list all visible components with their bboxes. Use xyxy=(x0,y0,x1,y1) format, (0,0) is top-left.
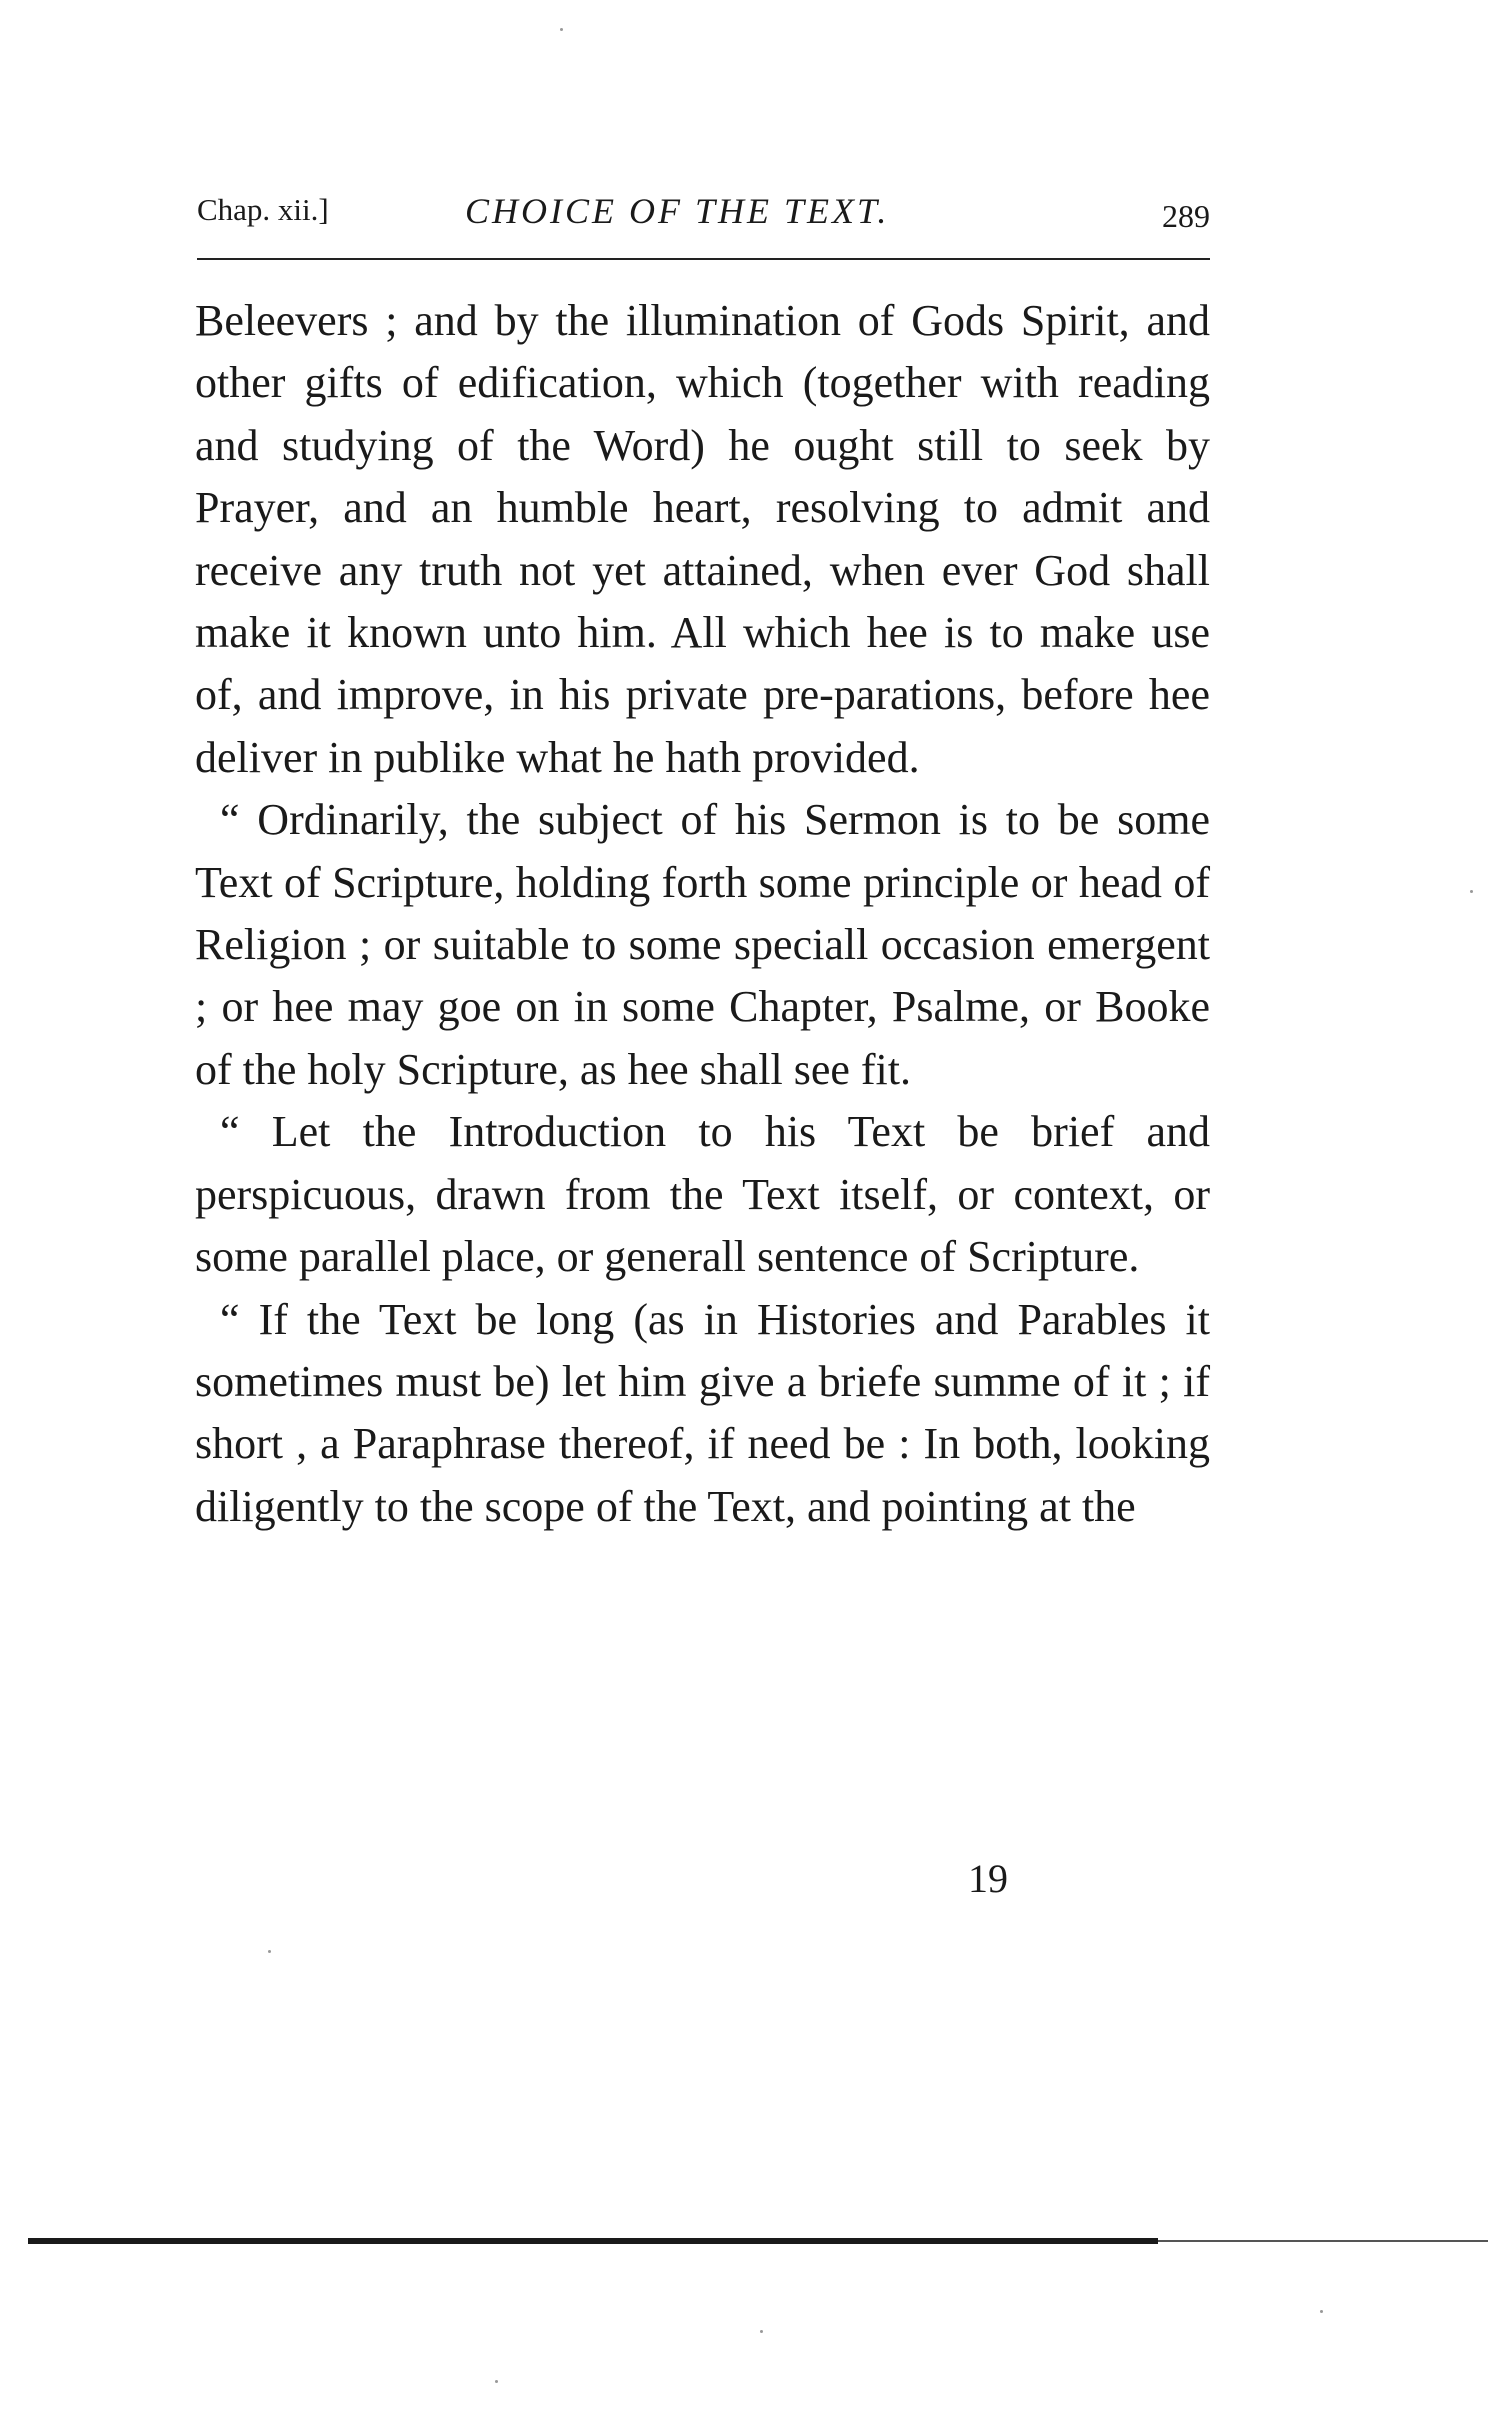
running-header xyxy=(197,190,1210,240)
paragraph-4: “ If the Text be long (as in Histories and Parables it sometimes must be) let him give a briefe summe of it ; if short , a Paraphrase thereof, if need be : In both, looking diligently to the scope of the Text, and pointing at the xyxy=(195,1294,1210,1531)
paper-speck xyxy=(268,1950,271,1953)
paragraph-3: “ Let the Introduction to his Text be brief and perspicuous, drawn from the Text itself, or context, or some parallel place, or generall sentence of Scripture. xyxy=(195,1107,1210,1282)
body-text xyxy=(195,290,1210,1538)
paragraph-2: “ Ordinarily, the subject of his Sermon is to be some Text of Scripture, holding forth some principle or head of Religion ; or suitable to some speciall occasion emergent ; or hee may goe on in some Chapter, Psalme, or Booke of the holy Scripture, as hee shall see fit. xyxy=(195,795,1210,1094)
paper-speck xyxy=(760,2330,763,2333)
chapter-reference: Chap. xii.] xyxy=(197,192,329,227)
paper-speck xyxy=(560,28,563,31)
bottom-rule-thin xyxy=(1158,2240,1488,2242)
running-title: CHOICE OF THE TEXT. xyxy=(465,191,890,231)
bottom-rule xyxy=(28,2238,1488,2248)
paper-speck xyxy=(495,2380,498,2383)
bottom-rule-thick xyxy=(28,2238,1158,2244)
paper-speck xyxy=(1320,2310,1323,2313)
header-rule xyxy=(197,258,1210,260)
paper-speck xyxy=(1470,890,1473,893)
paragraph-1: Beleevers ; and by the illumination of Gods Spirit, and other gifts of edification, which (together with reading and studying of the Word) he ought still to seek by Prayer, and an humble heart, resolving to admit and receive any truth not yet attained, when ever God shall make it known unto him. All which hee is to make use of, and improve, in his private pre-parations, before hee deliver in publike what he hath provided. xyxy=(195,296,1210,782)
signature-mark: 19 xyxy=(968,1856,1008,1901)
page-number: 289 xyxy=(1162,198,1210,234)
